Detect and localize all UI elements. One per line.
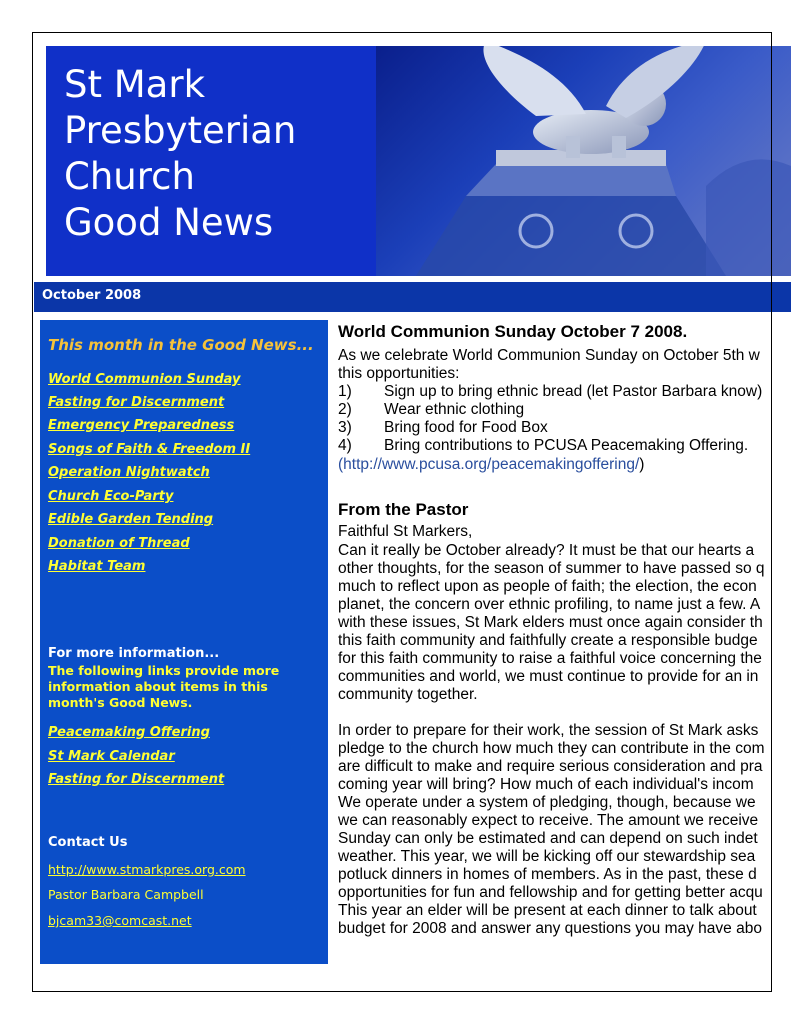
list-item-text: Bring food for Food Box [384,419,548,436]
article-text-line: As we celebrate World Communion Sunday on October 5th w [338,347,760,364]
winged-lion-statue-image [376,46,791,276]
sidebar-link-eco-party[interactable]: Church Eco-Party [48,489,174,504]
sidebar-link-songs[interactable]: Songs of Faith & Freedom II [48,442,251,457]
list-item-number: 4) [338,437,352,454]
sidebar-link-garden[interactable]: Edible Garden Tending [48,512,214,527]
list-item-text: Sign up to bring ethnic bread (let Pastor Barbara know) [384,383,763,400]
sidebar-link-habitat[interactable]: Habitat Team [48,559,146,574]
sidebar-link-fasting-more[interactable]: Fasting for Discernment [48,772,225,787]
article-title-from-pastor: From the Pastor [338,500,469,519]
sidebar-link-thread[interactable]: Donation of Thread [48,536,190,551]
article-text-line: In order to prepare for their work, the session of St Mark asks [338,722,759,739]
sidebar-link-world-communion[interactable]: World Communion Sunday [48,372,241,387]
peacemaking-link-line [338,456,644,474]
contact-email-link[interactable]: bjcam33@comcast.net [48,913,192,928]
article-text-line: planet, the concern over ethnic profiling, to name just a few. A [338,596,761,613]
list-item-text: Bring contributions to PCUSA Peacemaking Offering. [384,437,749,454]
page-right-rule [771,32,772,992]
peacemaking-url-link[interactable]: http://www.pcusa.org/peacemakingoffering/ [343,456,640,473]
masthead-title-panel [46,46,376,276]
article-text-line: weather. This year, we will be kicking off our stewardship sea [338,848,756,865]
article-text-line: budget for 2008 and answer any questions you may have abo [338,920,762,937]
article-text-line: This year an elder will be present at each dinner to talk about [338,902,757,919]
masthead-title-line-1: St Mark [64,63,205,106]
article-text-line: community together. [338,686,478,703]
article-text-line: for this faith community to raise a faithful voice concerning the [338,650,762,667]
sidebar-link-emergency[interactable]: Emergency Preparedness [48,418,235,433]
issue-date-bar [34,282,791,312]
masthead-title-line-2: Presbyterian [64,109,297,152]
article-text-line: We operate under a system of pledging, though, because we [338,794,756,811]
issue-date: October 2008 [42,288,142,303]
article-title-world-communion: World Communion Sunday October 7 2008. [338,322,688,341]
winged-lion-illustration [376,46,791,276]
article-text-line: coming year will bring? How much of each individual's incom [338,776,754,793]
masthead-title-line-3: Church [64,155,195,198]
article-text-line: are difficult to make and require serious consideration and pra [338,758,763,775]
sidebar-link-peacemaking[interactable]: Peacemaking Offering [48,725,210,740]
article-text-line: we can reasonably expect to receive. The amount we receive [338,812,759,829]
article-text-line: Sunday can only be estimated and can depend on such indet [338,830,758,847]
link-paren-open: ( [338,456,344,473]
article-text-line: potluck dinners in homes of members. As in the past, these d [338,866,757,883]
main-content [338,320,791,980]
sidebar [40,320,328,964]
article-text-line: communities and world, we must continue to provide for an in [338,668,759,685]
masthead-title-line-4: Good News [64,201,274,244]
article-text-line: with these issues, St Mark elders must once again consider th [338,614,763,631]
contact-name: Pastor Barbara Campbell [48,887,204,902]
more-info-description: The following links provide more information about items in this month's Good News. [48,663,280,710]
article-text-line: Can it really be October already? It must be that our hearts a [338,542,755,559]
sidebar-heading: This month in the Good News... [48,336,314,354]
more-info-title: For more information... [48,646,220,661]
sidebar-link-fasting[interactable]: Fasting for Discernment [48,395,225,410]
list-item-number: 3) [338,419,352,436]
article-text-line: pledge to the church how much they can contribute in the com [338,740,765,757]
article-text-line: opportunities for fun and fellowship and for getting better acqu [338,884,763,901]
list-item-text: Wear ethnic clothing [384,401,525,418]
list-item-number: 1) [338,383,352,400]
sidebar-link-nightwatch[interactable]: Operation Nightwatch [48,465,210,480]
contact-title: Contact Us [48,835,128,850]
article-text-line: much to reflect upon as people of faith; the election, the econ [338,578,757,595]
article-salutation: Faithful St Markers, [338,523,473,540]
article-text-line: this faith community and faithfully create a responsible budge [338,632,758,649]
sidebar-link-calendar[interactable]: St Mark Calendar [48,749,175,764]
list-item-number: 2) [338,401,352,418]
article-text-line: this opportunities: [338,365,460,382]
article-text-line: other thoughts, for the season of summer to have passed so q [338,560,765,577]
masthead-banner [46,46,791,276]
link-paren-close: ) [639,456,645,473]
contact-website-link[interactable]: http://www.stmarkpres.org.com [48,862,246,877]
